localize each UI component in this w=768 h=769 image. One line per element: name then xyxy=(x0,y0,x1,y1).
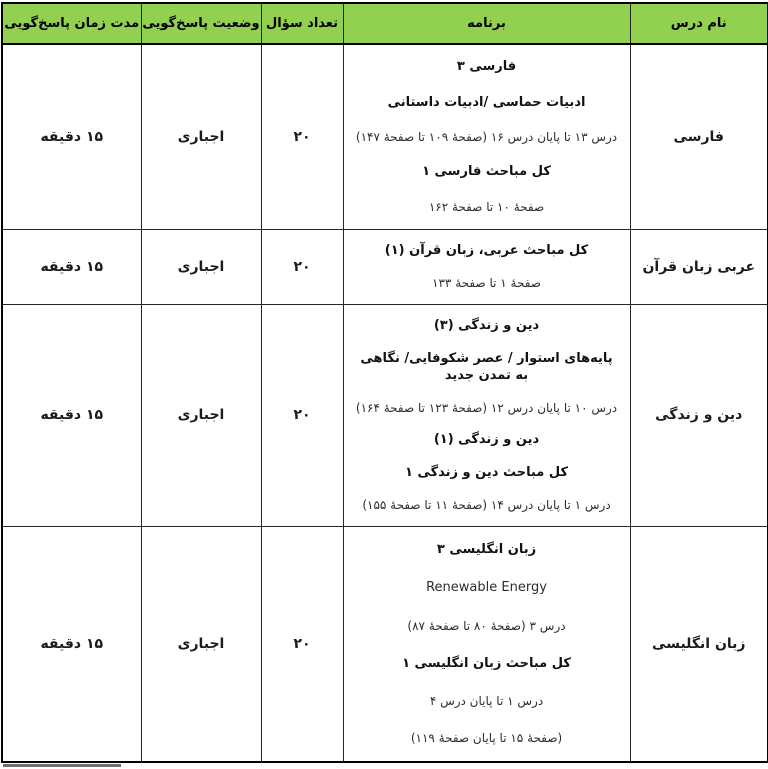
exam-schedule-table xyxy=(1,2,768,763)
program-lines xyxy=(344,527,630,761)
header-row xyxy=(2,3,768,44)
answer-duration-cell: ۱۵ دقیقه xyxy=(2,304,141,526)
program-line: زبان انگلیسی ۳ xyxy=(436,542,537,558)
table-row-religion-life xyxy=(2,304,768,526)
program-line: کل مباحث زبان انگلیسی ۱ xyxy=(402,655,571,671)
program-line: درس ۳ (صفحهٔ ۸۰ تا صفحهٔ ۸۷) xyxy=(407,618,566,633)
answer-status-cell: اجباری xyxy=(141,526,261,762)
program-line: درس ۱۰ تا پایان درس ۱۲ (صفحهٔ ۱۲۳ تا صفحهٔ ۱۶۴) xyxy=(355,400,618,415)
course-name-cell: فارسی xyxy=(630,44,768,229)
header-program: برنامه xyxy=(343,3,630,44)
table-row-arabic-quran xyxy=(2,229,768,304)
program-line: کل مباحث فارسی ۱ xyxy=(422,164,551,180)
program-line: پایه‌های استوار / عصر شکوفایی/ نگاهی به تمدن جدید xyxy=(360,350,613,384)
question-count-cell: ۲۰ xyxy=(261,44,343,229)
program-line: صفحهٔ ۱۰ تا صفحهٔ ۱۶۲ xyxy=(428,200,545,214)
table-header xyxy=(2,3,768,44)
answer-status-cell: اجباری xyxy=(141,304,261,526)
program-line: دین و زندگی (۳) xyxy=(433,317,540,333)
answer-status-cell: اجباری xyxy=(141,229,261,304)
program-line: درس ۱ تا پایان درس ۴ xyxy=(429,694,544,709)
program-line: Renewable Energy xyxy=(426,580,547,596)
header-question-count: تعداد سؤال xyxy=(261,3,343,44)
program-cell xyxy=(343,526,630,762)
question-count-cell: ۲۰ xyxy=(261,526,343,762)
program-lines xyxy=(344,45,630,228)
course-name-cell: دین و زندگی xyxy=(630,304,768,526)
answer-duration-cell: ۱۵ دقیقه xyxy=(2,526,141,762)
course-name-cell: عربی زبان قرآن xyxy=(630,229,768,304)
program-line: (صفحهٔ ۱۵ تا پایان صفحهٔ ۱۱۹) xyxy=(410,731,563,746)
program-line: درس ۱۳ تا پایان درس ۱۶ (صفحهٔ ۱۰۹ تا صفحهٔ ۱۴۷) xyxy=(355,130,618,145)
question-count-cell: ۲۰ xyxy=(261,229,343,304)
question-count-cell: ۲۰ xyxy=(261,304,343,526)
program-cell xyxy=(343,304,630,526)
program-line: درس ۱ تا پایان درس ۱۴ (صفحهٔ ۱۱ تا صفحهٔ ۱۵۵) xyxy=(362,498,611,513)
program-cell xyxy=(343,229,630,304)
program-line: صفحهٔ ۱ تا صفحهٔ ۱۳۳ xyxy=(432,275,541,290)
header-answer-status: وضعیت پاسخ‌گویی xyxy=(141,3,261,44)
table-row-english xyxy=(2,526,768,762)
header-course-name: نام درس xyxy=(630,3,768,44)
table-row-farsi xyxy=(2,44,768,229)
course-name-cell: زبان انگلیسی xyxy=(630,526,768,762)
next-table-edge-line xyxy=(3,764,121,767)
answer-status-cell: اجباری xyxy=(141,44,261,229)
table-body xyxy=(2,44,768,762)
program-cell xyxy=(343,44,630,229)
answer-duration-cell: ۱۵ دقیقه xyxy=(2,44,141,229)
program-line: فارسی ۳ xyxy=(456,59,517,75)
header-answer-duration: مدت زمان پاسخ‌گویی xyxy=(2,3,141,44)
program-line: ادبیات حماسی /ادبیات داستانی xyxy=(387,94,586,110)
program-lines xyxy=(344,305,630,525)
answer-duration-cell: ۱۵ دقیقه xyxy=(2,229,141,304)
program-line: دین و زندگی (۱) xyxy=(433,432,540,448)
program-line: کل مباحث دین و زندگی ۱ xyxy=(404,465,569,481)
program-line: کل مباحث عربی، زبان قرآن (۱) xyxy=(384,242,589,258)
program-lines xyxy=(344,230,630,303)
